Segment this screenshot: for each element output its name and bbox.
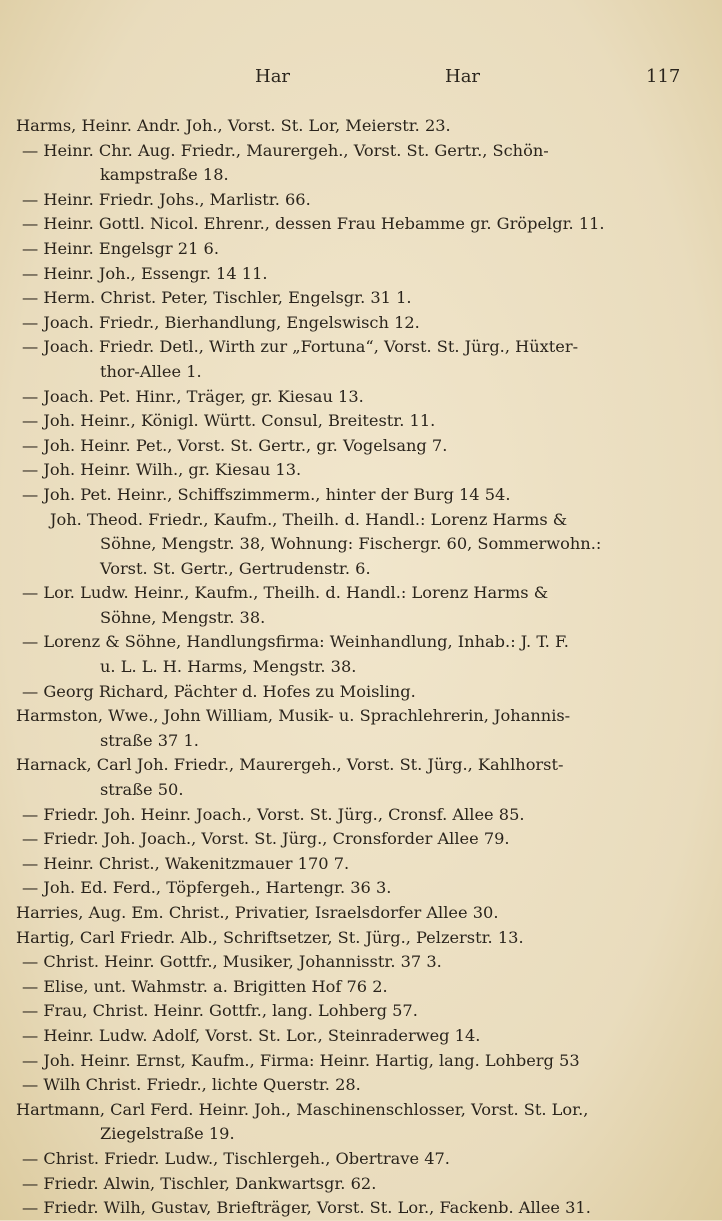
directory-entry bbox=[16, 999, 696, 1024]
entry-continuation-line: u. L. L. H. Harms, Mengstr. 38. bbox=[100, 657, 357, 677]
entry-continuation-line: Söhne, Mengstr. 38, Wohnung: Fischergr. 60, Sommerwohn.: bbox=[100, 534, 602, 554]
entry-line: — Friedr. Alwin, Tischler, Dankwartsgr. 62. bbox=[22, 1173, 377, 1193]
directory-entry bbox=[16, 262, 696, 287]
entry-line: — Lorenz & Söhne, Handlungsfirma: Weinhandlung, Inhab.: J. T. F. bbox=[22, 632, 569, 652]
directory-entry bbox=[16, 1098, 696, 1147]
directory-entries bbox=[16, 114, 696, 1221]
directory-entry bbox=[16, 458, 696, 483]
directory-entry bbox=[16, 852, 696, 877]
entry-line: — Joh. Heinr. Wilh., gr. Kiesau 13. bbox=[22, 460, 302, 480]
entry-line: — Heinr. Friedr. Johs., Marlistr. 66. bbox=[22, 189, 311, 209]
entry-line: — Elise, unt. Wahmstr. a. Brigitten Hof 76 2. bbox=[22, 976, 388, 996]
entry-line: — Friedr. Joh. Joach., Vorst. St. Jürg., Cronsforder Allee 79. bbox=[22, 829, 510, 849]
directory-entry bbox=[16, 1049, 696, 1074]
directory-entry bbox=[16, 630, 696, 679]
page-header bbox=[0, 66, 722, 96]
directory-entry bbox=[16, 385, 696, 410]
directory-entry bbox=[16, 237, 696, 262]
directory-entry bbox=[16, 434, 696, 459]
entry-line: — Joach. Friedr. Detl., Wirth zur „Fortuna“, Vorst. St. Jürg., Hüxter- bbox=[22, 337, 579, 357]
entry-line: — Heinr. Ludw. Adolf, Vorst. St. Lor., Steinraderweg 14. bbox=[22, 1025, 481, 1045]
directory-entry bbox=[16, 876, 696, 901]
entry-line: — Heinr. Gottl. Nicol. Ehrenr., dessen Frau Hebamme gr. Gröpelgr. 11. bbox=[22, 214, 605, 234]
entry-line: — Christ. Heinr. Gottfr., Musiker, Johannisstr. 37 3. bbox=[22, 952, 442, 972]
entry-line: — Joach. Pet. Hinr., Träger, gr. Kiesau 13. bbox=[22, 386, 364, 406]
entry-line: — Friedr. Joh. Heinr. Joach., Vorst. St. Jürg., Cronsf. Allee 85. bbox=[22, 804, 525, 824]
directory-entry bbox=[16, 188, 696, 213]
directory-entry bbox=[16, 311, 696, 336]
directory-entry bbox=[16, 901, 696, 926]
directory-entry bbox=[16, 1024, 696, 1049]
directory-entry bbox=[16, 212, 696, 237]
directory-entry bbox=[16, 286, 696, 311]
entry-line: — Joh. Heinr., Königl. Württ. Consul, Breitestr. 11. bbox=[22, 411, 436, 431]
entry-line: — Friedr. Wilh, Gustav, Briefträger, Vorst. St. Lor., Fackenb. Allee 31. bbox=[22, 1198, 591, 1218]
entry-continuation-line: Söhne, Mengstr. 38. bbox=[100, 607, 266, 627]
directory-entry bbox=[16, 827, 696, 852]
directory-entry bbox=[16, 409, 696, 434]
entry-line: Joh. Theod. Friedr., Kaufm., Theilh. d. Handl.: Lorenz Harms & bbox=[50, 509, 568, 529]
directory-entry bbox=[16, 1172, 696, 1197]
entry-continuation-line: straße 37 1. bbox=[100, 730, 199, 750]
entry-continuation-line: Vorst. St. Gertr., Gertrudenstr. 6. bbox=[100, 558, 371, 578]
entry-line: — Frau, Christ. Heinr. Gottfr., lang. Lohberg 57. bbox=[22, 1001, 418, 1021]
directory-entry bbox=[16, 680, 696, 705]
entry-line: — Christ. Friedr. Ludw., Tischlergeh., Obertrave 47. bbox=[22, 1148, 450, 1168]
directory-entry bbox=[16, 581, 696, 630]
entry-line: — Heinr. Joh., Essengr. 14 11. bbox=[22, 263, 268, 283]
entry-continuation-line: kampstraße 18. bbox=[100, 165, 229, 185]
entry-line: — Joh. Heinr. Ernst, Kaufm., Firma: Heinr. Hartig, lang. Lohberg 53 bbox=[22, 1050, 580, 1070]
directory-entry bbox=[16, 139, 696, 188]
directory-entry bbox=[16, 704, 696, 753]
entry-line: — Heinr. Engelsgr 21 6. bbox=[22, 238, 219, 258]
directory-entry bbox=[16, 753, 696, 802]
entry-continuation-line: thor-Allee 1. bbox=[100, 361, 202, 381]
entry-line: — Joh. Pet. Heinr., Schiffszimmerm., hinter der Burg 14 54. bbox=[22, 484, 511, 504]
directory-entry bbox=[16, 975, 696, 1000]
entry-line: — Wilh Christ. Friedr., lichte Querstr. 28. bbox=[22, 1075, 361, 1095]
directory-entry bbox=[16, 114, 696, 139]
directory-entry bbox=[16, 1073, 696, 1098]
entry-line: Harms, Heinr. Andr. Joh., Vorst. St. Lor, Meierstr. 23. bbox=[16, 116, 451, 135]
entry-line: — Joach. Friedr., Bierhandlung, Engelswisch 12. bbox=[22, 312, 420, 332]
entry-line: Harmston, Wwe., John William, Musik- u. Sprachlehrerin, Johannis- bbox=[16, 706, 571, 726]
entry-line: Harries, Aug. Em. Christ., Privatier, Israelsdorfer Allee 30. bbox=[16, 903, 499, 922]
directory-entry bbox=[16, 803, 696, 828]
page-number: 117 bbox=[646, 66, 681, 87]
entry-continuation-line: straße 50. bbox=[100, 780, 184, 800]
entry-line: Hartig, Carl Friedr. Alb., Schriftsetzer, St. Jürg., Pelzerstr. 13. bbox=[16, 927, 524, 947]
directory-entry bbox=[16, 335, 696, 384]
running-head-right: Har bbox=[445, 66, 481, 87]
entry-continuation-line: Ziegelstraße 19. bbox=[100, 1124, 235, 1144]
entry-line: Harnack, Carl Joh. Friedr., Maurergeh., Vorst. St. Jürg., Kahlhorst- bbox=[16, 755, 564, 775]
running-head-left: Har bbox=[255, 66, 291, 87]
entry-line: — Joh. Heinr. Pet., Vorst. St. Gertr., gr. Vogelsang 7. bbox=[22, 435, 448, 455]
entry-line: — Heinr. Chr. Aug. Friedr., Maurergeh., Vorst. St. Gertr., Schön- bbox=[22, 140, 549, 160]
directory-entry bbox=[16, 926, 696, 951]
entry-line: — Joh. Ed. Ferd., Töpfergeh., Hartengr. 36 3. bbox=[22, 878, 392, 898]
entry-line: — Georg Richard, Pächter d. Hofes zu Moisling. bbox=[22, 681, 416, 701]
entry-line: — Herm. Christ. Peter, Tischler, Engelsgr. 31 1. bbox=[22, 288, 412, 308]
directory-entry bbox=[16, 483, 696, 508]
directory-entry bbox=[16, 508, 696, 582]
entry-line: Hartmann, Carl Ferd. Heinr. Joh., Maschinenschlosser, Vorst. St. Lor., bbox=[16, 1099, 589, 1119]
directory-entry bbox=[16, 1147, 696, 1172]
entry-line: — Lor. Ludw. Heinr., Kaufm., Theilh. d. Handl.: Lorenz Harms & bbox=[22, 583, 549, 603]
entry-line: — Heinr. Christ., Wakenitzmauer 170 7. bbox=[22, 853, 350, 873]
directory-entry bbox=[16, 950, 696, 975]
directory-entry bbox=[16, 1196, 696, 1221]
